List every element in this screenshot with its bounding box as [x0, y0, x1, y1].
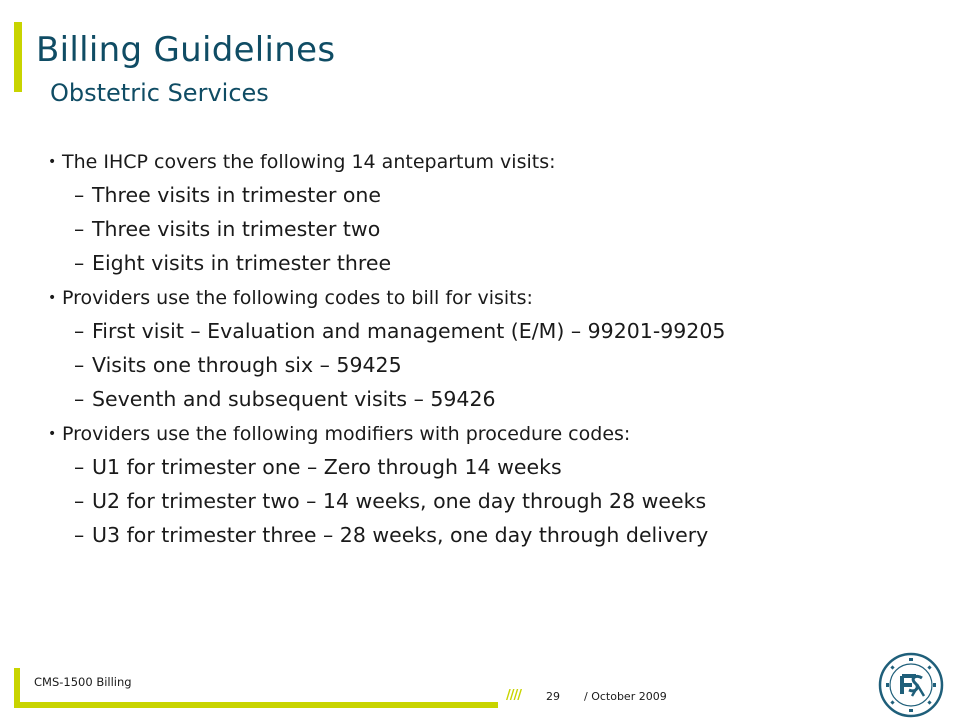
- dash-icon: –: [74, 489, 85, 513]
- footer-slashes: ////: [506, 688, 521, 703]
- sub-bullet-item: – Three visits in trimester two: [74, 217, 381, 241]
- sub-bullet-item: – Three visits in trimester one: [74, 183, 382, 207]
- bullet-item: • The IHCP covers the following 14 antepartum visits:: [48, 151, 556, 173]
- dash-icon: –: [74, 353, 85, 377]
- dash-icon: –: [74, 319, 85, 343]
- bullet-group: [46, 150, 806, 274]
- bullet-group: [46, 286, 806, 410]
- sub-bullet-item: – Eight visits in trimester three: [74, 251, 392, 275]
- sub-bullet-item: – U3 for trimester three – 28 weeks, one day through delivery: [74, 523, 709, 547]
- sub-bullet-item: – First visit – Evaluation and management (E/M) – 99201-99205: [74, 319, 726, 343]
- dash-icon: –: [74, 523, 85, 547]
- dash-icon: –: [74, 455, 85, 479]
- bullet-dot-icon: •: [48, 290, 57, 306]
- sub-bullet-item: – U1 for trimester one – Zero through 14 weeks: [74, 455, 562, 479]
- dash-icon: –: [74, 217, 85, 241]
- sub-bullet-item: – Seventh and subsequent visits – 59426: [74, 387, 496, 411]
- footer-date: / October 2009: [584, 690, 667, 703]
- sub-bullet-item: – U2 for trimester two – 14 weeks, one day through 28 weeks: [74, 489, 707, 513]
- bullet-dot-icon: •: [48, 426, 57, 442]
- dash-icon: –: [74, 251, 85, 275]
- footer-accent-bar-horizontal: [14, 702, 498, 708]
- page-subtitle: Obstetric Services: [50, 79, 269, 107]
- dash-icon: –: [74, 183, 85, 207]
- dash-icon: –: [74, 387, 85, 411]
- page-number: 29: [546, 690, 560, 703]
- fssa-logo-icon: [878, 652, 944, 718]
- bullet-group: [46, 422, 806, 546]
- slide-content: [46, 150, 806, 558]
- bullet-dot-icon: •: [48, 154, 57, 170]
- bullet-item: • Providers use the following codes to bill for visits:: [48, 287, 533, 309]
- page-title: Billing Guidelines: [36, 30, 336, 70]
- bullet-item: • Providers use the following modifiers with procedure codes:: [48, 423, 631, 445]
- footer-label: CMS-1500 Billing: [34, 675, 132, 689]
- title-accent-bar: [14, 22, 22, 92]
- sub-bullet-item: – Visits one through six – 59425: [74, 353, 402, 377]
